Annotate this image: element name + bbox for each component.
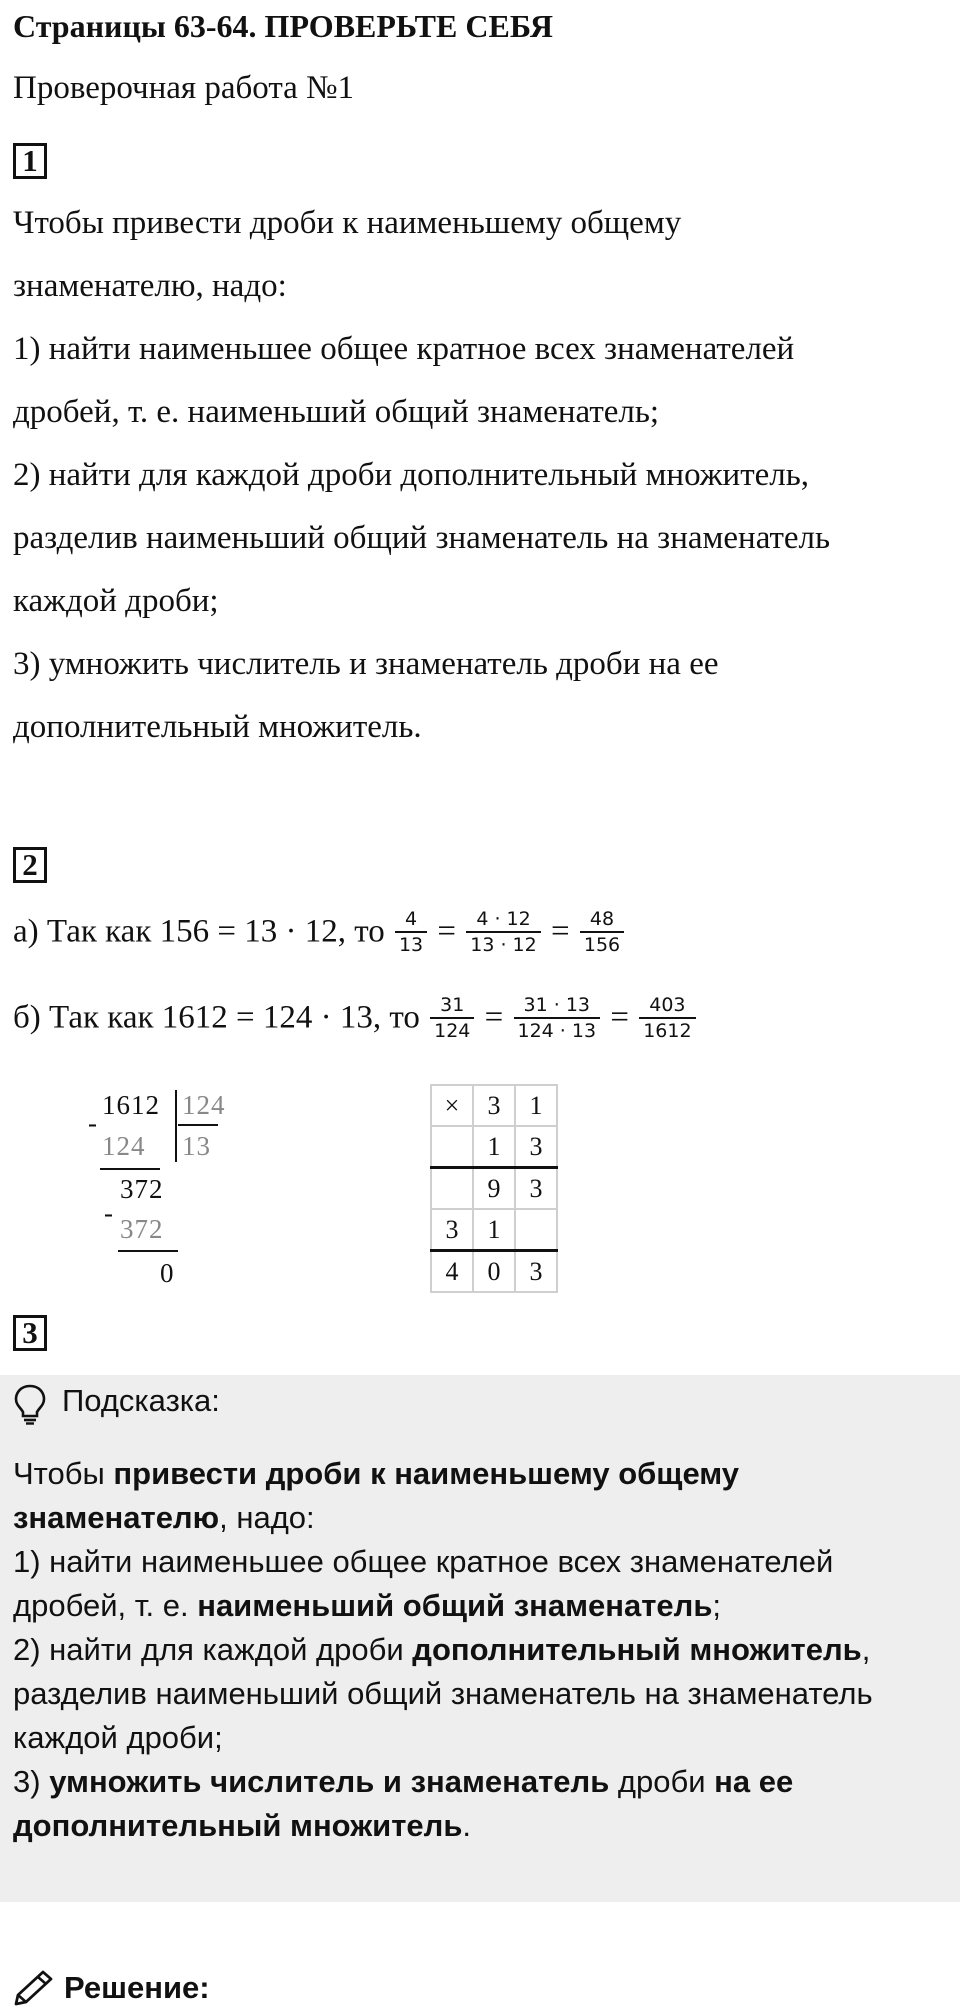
task-number-1: 1 <box>13 143 47 179</box>
fraction-b-1: $\frac{31}{124}$ <box>430 993 474 1043</box>
grid-cell <box>431 1126 473 1168</box>
fraction-a-3: $\frac{48}{156}$ <box>580 907 624 957</box>
grid-cell: 1 <box>515 1085 557 1126</box>
grid-cell: × <box>431 1085 473 1126</box>
equation-b <box>13 993 698 1043</box>
fraction-b-2: $\frac{31 \cdot 13}{124 \cdot 13}$ <box>514 993 601 1043</box>
hint-line-6: разделив наименьший общий знаменатель на знаменатель <box>13 1676 873 1711</box>
page-title: Страницы 63-64. ПРОВЕРЬТЕ СЕБЯ <box>13 8 554 44</box>
table-row <box>431 1209 557 1251</box>
hint-line-9: дополнительный множитель. <box>13 1808 472 1843</box>
dividend: 1612 <box>102 1090 160 1120</box>
task1-line-4: дробей, т. е. наименьший общий знаменатель; <box>13 394 660 430</box>
equals-sign: = <box>437 913 457 950</box>
task-number-2: 2 <box>13 847 47 883</box>
task1-line-9: дополнительный множитель. <box>13 709 422 745</box>
equals-sign: = <box>484 999 504 1036</box>
division-bar <box>175 1090 177 1162</box>
grid-cell <box>515 1209 557 1251</box>
task1-line-3: 1) найти наименьшее общее кратное всех знаменателей <box>13 331 795 367</box>
minus-sign-1: - <box>88 1108 98 1138</box>
grid-cell: 9 <box>473 1168 515 1210</box>
division-line-1 <box>100 1168 160 1170</box>
task1-line-5: 2) найти для каждой дроби дополнительный множитель, <box>13 457 810 493</box>
hint-line-3: 1) найти наименьшее общее кратное всех знаменателей <box>13 1544 834 1579</box>
equation-b-text: б) Так как 1612 = 124 · 13, то <box>13 999 420 1036</box>
divisor-underline <box>178 1124 218 1126</box>
table-row <box>431 1168 557 1210</box>
grid-cell <box>431 1168 473 1210</box>
grid-cell: 3 <box>431 1209 473 1251</box>
solution-title: Решение: <box>64 1970 210 2005</box>
equation-a-text: а) Так как 156 = 13 · 12, то <box>13 913 385 950</box>
table-row <box>431 1085 557 1126</box>
pencil-icon <box>10 1968 58 2015</box>
grid-cell: 3 <box>515 1251 557 1293</box>
fraction-a-1: $\frac{4}{13}$ <box>395 907 427 957</box>
page-subtitle: Проверочная работа №1 <box>13 70 355 106</box>
grid-cell: 4 <box>431 1251 473 1293</box>
grid-cell: 3 <box>515 1126 557 1168</box>
hint-line-4: дробей, т. е. наименьший общий знаменатель; <box>13 1588 722 1623</box>
grid-cell: 1 <box>473 1209 515 1251</box>
division-line-2 <box>118 1250 178 1252</box>
grid-cell: 3 <box>473 1085 515 1126</box>
grid-cell: 0 <box>473 1251 515 1293</box>
lightbulb-icon <box>12 1383 48 1430</box>
hint-line-2: знаменателю, надо: <box>13 1500 315 1535</box>
quotient: 13 <box>182 1131 211 1161</box>
hint-line-1: Чтобы привести дроби к наименьшему общему <box>13 1456 740 1491</box>
fraction-b-3: $\frac{403}{1612}$ <box>639 993 695 1043</box>
equals-sign: = <box>610 999 629 1036</box>
long-division <box>70 1088 270 1288</box>
subtrahend-2: 372 <box>120 1214 164 1244</box>
fraction-a-2: $\frac{4 \cdot 12}{13 \cdot 12}$ <box>466 907 540 957</box>
subtrahend-1: 124 <box>102 1131 146 1161</box>
task1-line-7: каждой дроби; <box>13 583 219 619</box>
equals-sign: = <box>551 913 570 950</box>
table-row <box>431 1126 557 1168</box>
hint-line-7: каждой дроби; <box>13 1720 223 1755</box>
table-row <box>431 1251 557 1293</box>
hint-line-5: 2) найти для каждой дроби дополнительный множитель, <box>13 1632 871 1667</box>
remainder-1: 372 <box>120 1174 164 1204</box>
divisor: 124 <box>182 1090 226 1120</box>
task1-line-1: Чтобы привести дроби к наименьшему общему <box>13 205 682 241</box>
equation-a <box>13 907 626 957</box>
grid-cell: 1 <box>473 1126 515 1168</box>
multiplication-grid <box>430 1084 558 1293</box>
minus-sign-2: - <box>104 1198 114 1228</box>
task1-line-8: 3) умножить числитель и знаменатель дроби на ее <box>13 646 719 682</box>
task-number-3: 3 <box>13 1315 47 1351</box>
task1-line-6: разделив наименьший общий знаменатель на знаменатель <box>13 520 831 556</box>
task1-line-2: знаменателю, надо: <box>13 268 287 304</box>
hint-title: Подсказка: <box>62 1383 220 1418</box>
remainder-2: 0 <box>160 1258 175 1288</box>
hint-line-8: 3) умножить числитель и знаменатель дроби на ее <box>13 1764 794 1799</box>
grid-cell: 3 <box>515 1168 557 1210</box>
